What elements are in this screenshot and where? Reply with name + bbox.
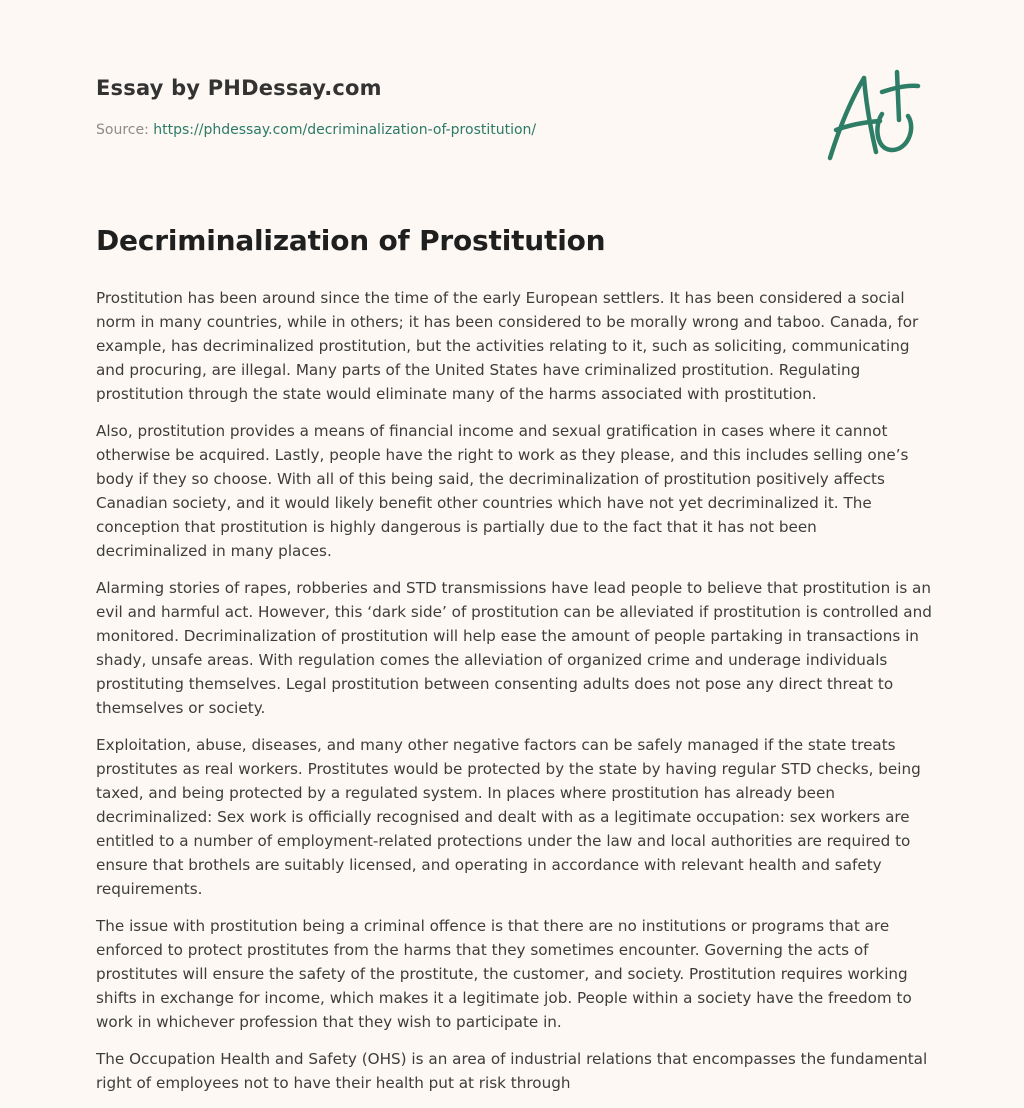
site-brand: Essay by PHDessay.com bbox=[96, 76, 382, 100]
page-header bbox=[96, 76, 796, 138]
source-line bbox=[96, 122, 796, 138]
a-plus-logo-svg bbox=[818, 64, 930, 168]
essay-paragraph: Also, prostitution provides a means of financial income and sexual gratification in cases where it cannot otherwise be acquired. Lastly, people have the right to work as they please, and this includes selling one’s body if they so choose. With all of this being said, the decriminalization of prostitution positively affects Canadian society, and it would likely benefit other countries which have not yet decriminalized it. The conception that prostitution is highly dangerous is partially due to the fact that it has not been decriminalized in many places. bbox=[96, 422, 909, 560]
essay-paragraph: The Occupation Health and Safety (OHS) is an area of industrial relations that encompasses the fundamental right of employees not to have their health put at risk through bbox=[96, 1050, 928, 1092]
a-plus-logo-icon bbox=[818, 64, 930, 168]
source-label: Source: bbox=[96, 122, 154, 138]
essay-body bbox=[96, 286, 932, 1108]
essay-title: Decriminalization of Prostitution bbox=[96, 224, 606, 257]
essay-paragraph: Prostitution has been around since the time of the early European settlers. It has been considered a social norm in many countries, while in others; it has been considered to be morally wrong and taboo. Canada, for example, has decriminalized prostitution, but the activities relating to it, such as soliciting, communicating and procuring, are illegal. Many parts of the United States have criminalized prostitution. Regulating prostitution through the state would eliminate many of the harms associated with prostitution. bbox=[96, 289, 919, 403]
essay-paragraph: Exploitation, abuse, diseases, and many other negative factors can be safely managed if the state treats prostitutes as real workers. Prostitutes would be protected by the state by having regular STD checks, being taxed, and being protected by a regulated system. In places where prostitution has already been decriminalized: Sex work is officially recognised and dealt with as a legitimate occupation: sex workers are entitled to a number of employment-related protections under the law and local authorities are required to ensure that brothels are suitably licensed, and operating in accordance with relevant health and safety requirements. bbox=[96, 736, 921, 898]
essay-paragraph: The issue with prostitution being a criminal offence is that there are no institutions or programs that are enforced to protect prostitutes from the harms that they sometimes encounter. Governing the acts of prostitutes will ensure the safety of the prostitute, the customer, and society. Prostitution requires working shifts in exchange for income, which makes it a legitimate job. People within a society have the freedom to work in whichever profession that they wish to participate in. bbox=[96, 917, 912, 1031]
source-link[interactable]: https://phdessay.com/decriminalization-of-prostitution/ bbox=[153, 122, 537, 138]
essay-paragraph: Alarming stories of rapes, robberies and STD transmissions have lead people to believe that prostitution is an evil and harmful act. However, this ‘dark side’ of prostitution can be alleviated if prostitution is controlled and monitored. Decriminalization of prostitution will help ease the amount of people partaking in transactions in shady, unsafe areas. With regulation comes the alleviation of organized crime and underage individuals prostituting themselves. Legal prostitution between consenting adults does not pose any direct threat to themselves or society. bbox=[96, 579, 932, 717]
